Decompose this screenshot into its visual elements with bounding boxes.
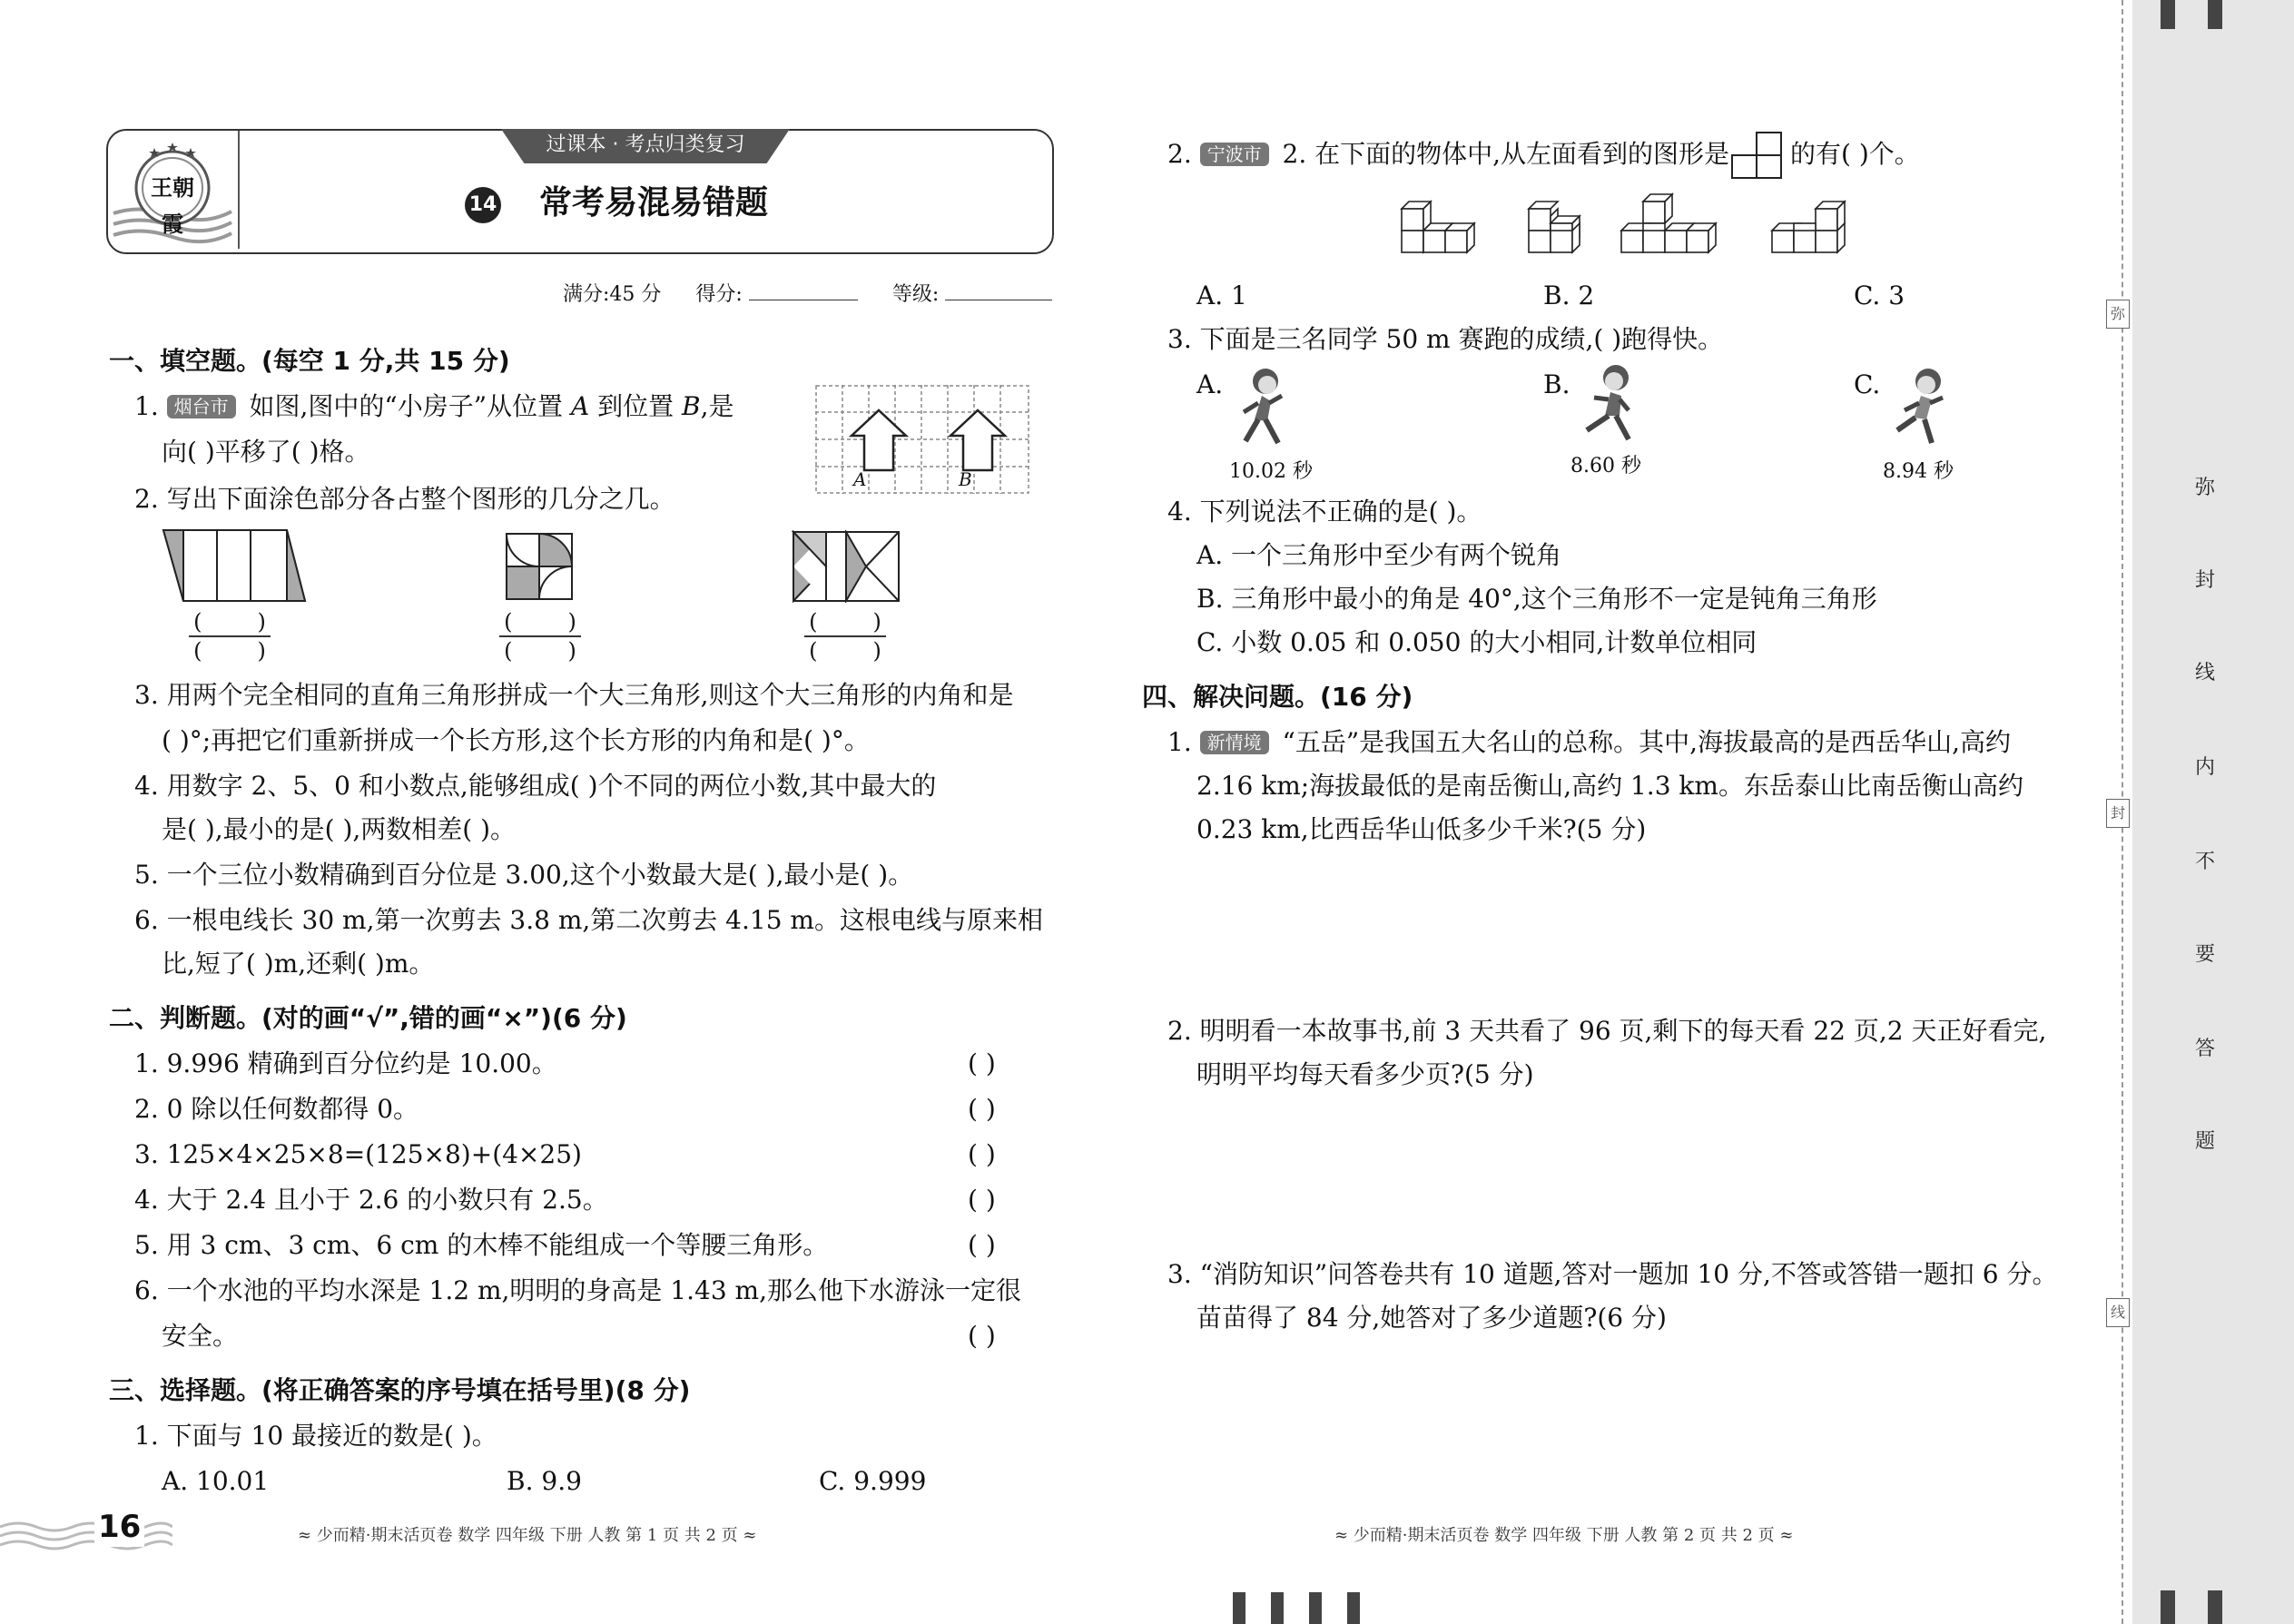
runner-b-icon bbox=[1574, 361, 1647, 452]
binding-mark bbox=[1347, 1592, 1360, 1624]
translation-grid bbox=[815, 385, 1029, 494]
binding-mark bbox=[1233, 1592, 1245, 1624]
logo bbox=[109, 132, 236, 248]
house-b-arrow-icon bbox=[950, 410, 1005, 470]
runner-c-label[interactable]: C. bbox=[1854, 369, 1881, 399]
s2-item-5: 5. 用 3 cm、3 cm、6 cm 的木棒不能组成一个等腰三角形。 bbox=[134, 1230, 829, 1260]
s2-answer-6[interactable]: ( ) bbox=[968, 1321, 996, 1351]
score-label: 得分: bbox=[695, 283, 743, 306]
s2-item-6-line2: 安全。 bbox=[162, 1321, 239, 1351]
s3-q4-option-c[interactable]: C. 小数 0.05 和 0.050 的大小相同,计数单位相同 bbox=[1196, 627, 1757, 657]
s1-q2: 2. 写出下面涂色部分各占整个图形的几分之几。 bbox=[134, 484, 675, 514]
s4-q3-line1: 3. “消防知识”问答卷共有 10 道题,答对一题加 10 分,不答或答错一题扣 6 分。 bbox=[1167, 1259, 2058, 1289]
binding-mark bbox=[1271, 1592, 1284, 1624]
seal-box-3: 线 bbox=[2106, 1298, 2130, 1327]
binding-mark bbox=[2161, 0, 2175, 29]
score-line bbox=[563, 280, 1052, 310]
s4-q2-line1: 2. 明明看一本故事书,前 3 天共看了 96 页,剩下的每天看 22 页,2 天正好看完, bbox=[1167, 1016, 2047, 1046]
left-view-figure bbox=[1730, 131, 1783, 183]
s3-q1-option-c[interactable]: C. 9.999 bbox=[819, 1466, 927, 1496]
s3-q4: 4. 下列说法不正确的是( )。 bbox=[1167, 497, 1482, 527]
binding-mark bbox=[1309, 1592, 1322, 1624]
s3-q2-line bbox=[1167, 138, 1729, 171]
region-tag: 烟台市 bbox=[167, 395, 236, 418]
s2-answer-4[interactable]: ( ) bbox=[968, 1185, 996, 1215]
seal-box-1: 弥 bbox=[2106, 300, 2130, 329]
s3-q3: 3. 下面是三名同学 50 m 赛跑的成绩,( )跑得快。 bbox=[1167, 324, 1724, 354]
s4-q1-line1 bbox=[1167, 726, 2011, 759]
runner-a-icon bbox=[1227, 365, 1300, 456]
fraction-answer-3[interactable]: ( ) ( ) bbox=[795, 610, 895, 663]
seal-char: 要 bbox=[2195, 943, 2216, 966]
s3-q1: 1. 下面与 10 最接近的数是( )。 bbox=[134, 1421, 497, 1451]
wave-decoration-icon bbox=[0, 1514, 172, 1558]
s4-q1-text: “五岳”是我国五大名山的总称。其中,海拔最高的是西岳华山,高约 bbox=[1282, 727, 2011, 757]
section4-title: 四、解决问题。(16 分) bbox=[1142, 682, 1413, 712]
s3-q2-num: 2. bbox=[1167, 139, 1192, 169]
s2-answer-3[interactable]: ( ) bbox=[968, 1139, 996, 1169]
house-a-arrow-icon bbox=[852, 410, 906, 470]
footer-left: ≈ 少而精·期末活页卷 数学 四年级 下册 人教 第 1 页 共 2 页 ≈ bbox=[298, 1526, 757, 1545]
binding-mark bbox=[2161, 1590, 2175, 1624]
s2-answer-1[interactable]: ( ) bbox=[968, 1048, 996, 1078]
s1-q3-line1: 3. 用两个完全相同的直角三角形拼成一个大三角形,则这个大三角形的内角和是 bbox=[134, 680, 1014, 710]
seal-char: 内 bbox=[2195, 756, 2216, 779]
s2-item-2: 2. 0 除以任何数都得 0。 bbox=[134, 1094, 419, 1124]
s3-q2-text-pre: 2. 在下面的物体中,从左面看到的图形是 bbox=[1282, 139, 1730, 169]
new-context-tag: 新情境 bbox=[1200, 731, 1269, 754]
s3-q2-option-b[interactable]: B. 2 bbox=[1543, 281, 1595, 310]
s2-answer-5[interactable]: ( ) bbox=[968, 1230, 996, 1260]
s2-item-1: 1. 9.996 精确到百分位约是 10.00。 bbox=[134, 1048, 557, 1078]
s4-q2-answer-area[interactable] bbox=[1196, 1098, 2086, 1244]
s3-q1-option-b[interactable]: B. 9.9 bbox=[507, 1466, 582, 1496]
binding-mark bbox=[2208, 0, 2222, 29]
runner-a-time: 10.02 秒 bbox=[1229, 460, 1313, 483]
s3-q4-option-a[interactable]: A. 一个三角形中至少有两个锐角 bbox=[1196, 540, 1562, 570]
seal-char: 封 bbox=[2195, 569, 2216, 592]
s4-q3-answer-area[interactable] bbox=[1196, 1342, 2086, 1487]
s1-q3-line2: ( )°;再把它们重新拼成一个长方形,这个长方形的内角和是( )°。 bbox=[162, 725, 870, 755]
banner-text: 过课本 · 考点归类复习 bbox=[546, 133, 745, 156]
seal-char: 线 bbox=[2195, 662, 2216, 684]
runner-b-label[interactable]: B. bbox=[1543, 369, 1570, 399]
s3-q2-option-a[interactable]: A. 1 bbox=[1196, 281, 1247, 310]
fraction-shape-2 bbox=[505, 532, 574, 605]
full-marks: 满分:45 分 bbox=[563, 283, 662, 306]
runner-c-icon bbox=[1883, 365, 1955, 456]
seal-char: 弥 bbox=[2195, 477, 2216, 499]
s2-answer-2[interactable]: ( ) bbox=[968, 1094, 996, 1124]
header-divider bbox=[238, 131, 240, 249]
s3-q1-option-a[interactable]: A. 10.01 bbox=[162, 1466, 270, 1496]
s2-item-3: 3. 125×4×25×8=(125×8)+(4×25) bbox=[134, 1139, 582, 1169]
s1-q1-num: 1. bbox=[134, 391, 159, 421]
binding-strip bbox=[2132, 0, 2294, 1624]
runner-b-time: 8.60 秒 bbox=[1570, 455, 1641, 477]
s1-q6-line2: 比,短了( )m,还剩( )m。 bbox=[162, 949, 435, 979]
binding-mark bbox=[2208, 1590, 2222, 1624]
label-a: A bbox=[853, 468, 867, 490]
seal-char: 题 bbox=[2195, 1130, 2216, 1153]
title-number-badge: 14 bbox=[465, 187, 501, 223]
page-number: 16 bbox=[94, 1507, 144, 1547]
s1-q1-line2: 向( )平移了( )格。 bbox=[162, 437, 370, 467]
section3-title: 三、选择题。(将正确答案的序号填在括号里)(8 分) bbox=[109, 1375, 691, 1405]
cube-figures bbox=[1394, 192, 1866, 271]
s4-q3-line2: 苗苗得了 84 分,她答对了多少道题?(6 分) bbox=[1196, 1303, 1667, 1333]
runner-c-time: 8.94 秒 bbox=[1883, 460, 1954, 483]
s2-item-4: 4. 大于 2.4 且小于 2.6 的小数只有 2.5。 bbox=[134, 1185, 608, 1215]
s4-q1-line2: 2.16 km;海拔最低的是南岳衡山,高约 1.3 km。东岳泰山比南岳衡山高约 bbox=[1196, 771, 2023, 801]
page-number-waves bbox=[0, 1514, 172, 1561]
seal-char: 不 bbox=[2195, 851, 2216, 873]
s1-q4-line1: 4. 用数字 2、5、0 和小数点,能够组成( )个不同的两位小数,其中最大的 bbox=[134, 771, 937, 801]
fraction-shape-1 bbox=[162, 528, 307, 606]
s4-q1-answer-area[interactable] bbox=[1196, 853, 2086, 999]
grade-label: 等级: bbox=[891, 283, 940, 306]
s2-item-6: 6. 一个水池的平均水深是 1.2 m,明明的身高是 1.43 m,那么他下水游泳一定很 bbox=[134, 1275, 1021, 1305]
section1-title: 一、填空题。(每空 1 分,共 15 分) bbox=[109, 346, 510, 376]
s4-q1-num: 1. bbox=[1167, 727, 1192, 757]
seal-char: 答 bbox=[2195, 1038, 2216, 1060]
runner-a-label[interactable]: A. bbox=[1196, 369, 1224, 399]
section2-title: 二、判断题。(对的画“√”,错的画“×”)(6 分) bbox=[109, 1003, 627, 1033]
fraction-answer-2[interactable]: ( ) ( ) bbox=[490, 610, 590, 663]
s1-q4-line2: 是( ),最小的是( ),两数相差( )。 bbox=[162, 814, 517, 844]
logo-text: 王朝霞 bbox=[151, 174, 194, 237]
s1-q6-line1: 6. 一根电线长 30 m,第一次剪去 3.8 m,第二次剪去 4.15 m。这根电线与原来相 bbox=[134, 905, 1043, 935]
fraction-answer-1[interactable]: ( ) ( ) bbox=[180, 610, 280, 663]
region-tag-2: 宁波市 bbox=[1200, 143, 1269, 166]
s3-q2-text-post: 的有( )个。 bbox=[1790, 139, 1920, 169]
s1-q5: 5. 一个三位小数精确到百分位是 3.00,这个小数最大是( ),最小是( )。 bbox=[134, 860, 914, 890]
page-title: 常考易混易错题 bbox=[539, 184, 769, 221]
s4-q1-line3: 0.23 km,比西岳华山低多少千米?(5 分) bbox=[1196, 814, 1647, 844]
s4-q2-line2: 明明平均每天看多少页?(5 分) bbox=[1196, 1059, 1534, 1089]
label-b: B bbox=[959, 468, 972, 490]
footer-right: ≈ 少而精·期末活页卷 数学 四年级 下册 人教 第 2 页 共 2 页 ≈ bbox=[1334, 1526, 1794, 1545]
s3-q4-option-b[interactable]: B. 三角形中最小的角是 40°,这个三角形不一定是钝角三角形 bbox=[1196, 584, 1877, 614]
s3-q2-option-c[interactable]: C. 3 bbox=[1854, 281, 1905, 310]
s1-q1-text: 如图,图中的“小房子”从位置 A 到位置 B,是 bbox=[249, 391, 734, 421]
seal-box-2: 封 bbox=[2106, 799, 2130, 828]
s1-q1-line1 bbox=[134, 390, 734, 423]
fraction-shape-3 bbox=[792, 530, 901, 606]
